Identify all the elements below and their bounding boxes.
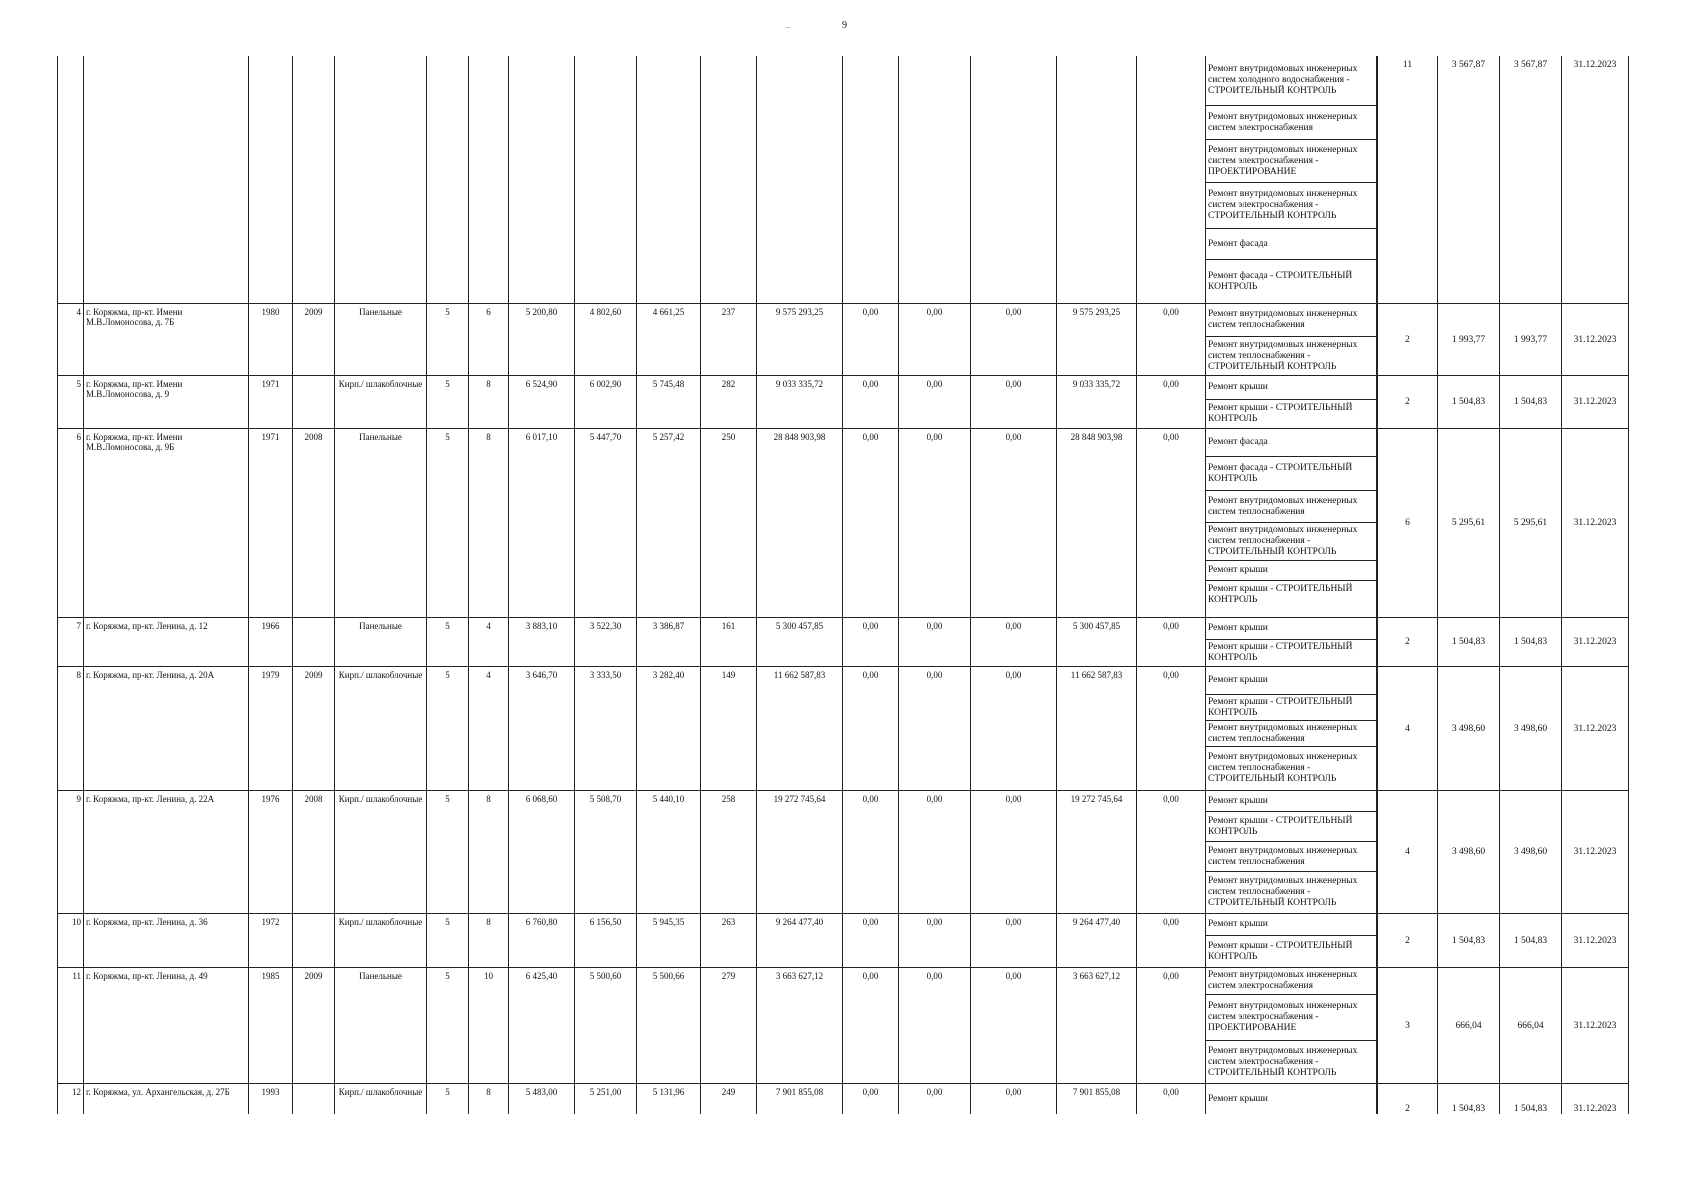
table-row bbox=[57, 56, 1629, 303]
cell-area-total2: 3 333,50 bbox=[574, 667, 636, 790]
cell-f3: 0,00 bbox=[970, 429, 1056, 617]
cell-date: 31.12.2023 bbox=[1561, 429, 1629, 617]
cell-sum1: 1 504,83 bbox=[1437, 618, 1499, 666]
work-item: Ремонт крыши bbox=[1206, 914, 1376, 936]
works-list bbox=[1205, 304, 1377, 375]
work-item: Ремонт внутридомовых инженерных систем теплоснабжения bbox=[1206, 721, 1376, 747]
cell-cost-owners bbox=[1056, 56, 1136, 303]
cell-sum2: 3 567,87 bbox=[1499, 56, 1561, 303]
cell-sum1: 1 504,83 bbox=[1437, 376, 1499, 428]
cell-address: г. Коряжма, пр-кт. Ленина, д. 49 bbox=[83, 968, 248, 1083]
cell-entrances: 10 bbox=[468, 968, 508, 1083]
work-item: Ремонт крыши bbox=[1206, 791, 1376, 812]
work-item: Ремонт внутридомовых инженерных систем электроснабжения - ПРОЕКТИРОВАНИЕ bbox=[1206, 995, 1376, 1041]
cell-f1: 0,00 bbox=[842, 304, 898, 375]
cell-no: 7 bbox=[57, 618, 83, 666]
cell-floors: 5 bbox=[426, 618, 468, 666]
cell-cost-owners: 3 663 627,12 bbox=[1056, 968, 1136, 1083]
works-list bbox=[1205, 56, 1377, 303]
cell-floors: 5 bbox=[426, 304, 468, 375]
cell-year-renov: 2009 bbox=[292, 667, 334, 790]
cell-cost-owners: 5 300 457,85 bbox=[1056, 618, 1136, 666]
cell-date: 31.12.2023 bbox=[1561, 376, 1629, 428]
cell-f3: 0,00 bbox=[970, 968, 1056, 1083]
cell-area-total: 6 760,80 bbox=[508, 914, 574, 967]
cell-count: 6 bbox=[1377, 429, 1437, 617]
cell-floors: 5 bbox=[426, 429, 468, 617]
cell-area-total: 5 200,80 bbox=[508, 304, 574, 375]
cell-date: 31.12.2023 bbox=[1561, 968, 1629, 1083]
cell-date: 31.12.2023 bbox=[1561, 618, 1629, 666]
cell-area-living: 5 500,66 bbox=[636, 968, 700, 1083]
work-item: Ремонт внутридомовых инженерных систем электроснабжения bbox=[1206, 968, 1376, 995]
work-item: Ремонт крыши - СТРОИТЕЛЬНЫЙ КОНТРОЛЬ bbox=[1208, 940, 1353, 962]
cell-area-total: 3 883,10 bbox=[508, 618, 574, 666]
work-item: Ремонт внутридомовых инженерных систем теплоснабжения - СТРОИТЕЛЬНЫЙ КОНТРОЛЬ bbox=[1208, 339, 1358, 372]
cell-floors: 5 bbox=[426, 968, 468, 1083]
cell-year-built: 1979 bbox=[248, 667, 292, 790]
cell-floors bbox=[426, 56, 468, 303]
cell-entrances bbox=[468, 56, 508, 303]
table-row bbox=[57, 967, 1629, 1083]
cell-f2: 0,00 bbox=[898, 914, 970, 967]
work-item: Ремонт фасада - СТРОИТЕЛЬНЫЙ КОНТРОЛЬ bbox=[1208, 270, 1353, 292]
cell-f1: 0,00 bbox=[842, 968, 898, 1083]
cell-floors: 5 bbox=[426, 376, 468, 428]
cell-area-living: 5 745,48 bbox=[636, 376, 700, 428]
cell-year-renov bbox=[292, 1084, 334, 1114]
cell-address: г. Коряжма, пр-кт. Имени М.В.Ломоносова, д. 7Б bbox=[83, 304, 248, 375]
works-list bbox=[1205, 429, 1377, 617]
cell-address: г. Коряжма, пр-кт. Ленина, д. 12 bbox=[83, 618, 248, 666]
cell-entrances: 4 bbox=[468, 667, 508, 790]
cell-count: 2 bbox=[1377, 304, 1437, 375]
cell-year-built bbox=[248, 56, 292, 303]
cell-f3: 0,00 bbox=[970, 618, 1056, 666]
cell-wall: Панельные bbox=[334, 618, 426, 666]
cell-address: г. Коряжма, ул. Архангельская, д. 27Б bbox=[83, 1084, 248, 1114]
cell-year-renov: 2008 bbox=[292, 429, 334, 617]
cell-f1 bbox=[842, 56, 898, 303]
cell-f1: 0,00 bbox=[842, 914, 898, 967]
work-item: Ремонт фасада bbox=[1206, 229, 1376, 260]
cell-f1: 0,00 bbox=[842, 429, 898, 617]
cell-count: 3 bbox=[1377, 968, 1437, 1083]
table-body bbox=[57, 56, 1629, 1114]
cell-wall: Панельные bbox=[334, 304, 426, 375]
cell-wall: Кирп./ шлакоблочные bbox=[334, 791, 426, 913]
cell-count: 2 bbox=[1377, 914, 1437, 967]
cell-area-total2: 3 522,30 bbox=[574, 618, 636, 666]
work-item: Ремонт крыши bbox=[1206, 667, 1376, 695]
cell-f4: 0,00 bbox=[1136, 618, 1205, 666]
cell-year-built: 1966 bbox=[248, 618, 292, 666]
cell-count: 4 bbox=[1377, 791, 1437, 913]
cell-cost-owners: 19 272 745,64 bbox=[1056, 791, 1136, 913]
cell-cost-total: 28 848 903,98 bbox=[756, 429, 842, 617]
cell-count: 11 bbox=[1377, 56, 1437, 303]
cell-date: 31.12.2023 bbox=[1561, 914, 1629, 967]
cell-cost-total: 3 663 627,12 bbox=[756, 968, 842, 1083]
works-list bbox=[1205, 618, 1377, 666]
work-item: Ремонт крыши bbox=[1206, 618, 1376, 640]
cell-f4: 0,00 bbox=[1136, 667, 1205, 790]
cell-f4: 0,00 bbox=[1136, 376, 1205, 428]
table-row bbox=[57, 913, 1629, 967]
cell-sum2: 1 504,83 bbox=[1499, 1084, 1561, 1114]
cell-residents: 263 bbox=[700, 914, 756, 967]
cell-residents: 249 bbox=[700, 1084, 756, 1114]
work-item: Ремонт крыши - СТРОИТЕЛЬНЫЙ КОНТРОЛЬ bbox=[1206, 812, 1376, 842]
cell-wall: Кирп./ шлакоблочные bbox=[334, 1084, 426, 1114]
cell-no bbox=[57, 56, 83, 303]
cell-count: 2 bbox=[1377, 376, 1437, 428]
cell-sum2: 666,04 bbox=[1499, 968, 1561, 1083]
work-item: Ремонт фасада - СТРОИТЕЛЬНЫЙ КОНТРОЛЬ bbox=[1206, 457, 1376, 491]
cell-floors: 5 bbox=[426, 791, 468, 913]
cell-f2: 0,00 bbox=[898, 667, 970, 790]
cell-floors: 5 bbox=[426, 1084, 468, 1114]
cell-area-total: 6 524,90 bbox=[508, 376, 574, 428]
cell-count: 2 bbox=[1377, 1084, 1437, 1114]
cell-no: 9 bbox=[57, 791, 83, 913]
cell-year-built: 1972 bbox=[248, 914, 292, 967]
cell-address: г. Коряжма, пр-кт. Ленина, д. 20А bbox=[83, 667, 248, 790]
cell-year-built: 1993 bbox=[248, 1084, 292, 1114]
works-list bbox=[1205, 1084, 1377, 1114]
cell-year-renov bbox=[292, 914, 334, 967]
cell-area-living: 5 440,10 bbox=[636, 791, 700, 913]
cell-address: г. Коряжма, пр-кт. Имени М.В.Ломоносова, д. 9Б bbox=[83, 429, 248, 617]
cell-sum1: 1 504,83 bbox=[1437, 1084, 1499, 1114]
work-item: Ремонт внутридомовых инженерных систем теплоснабжения bbox=[1206, 304, 1376, 337]
cell-residents: 149 bbox=[700, 667, 756, 790]
cell-area-total bbox=[508, 56, 574, 303]
cell-cost-owners: 9 575 293,25 bbox=[1056, 304, 1136, 375]
work-item: Ремонт крыши - СТРОИТЕЛЬНЫЙ КОНТРОЛЬ bbox=[1208, 584, 1353, 605]
cell-sum1: 1 504,83 bbox=[1437, 914, 1499, 967]
cell-f3: 0,00 bbox=[970, 791, 1056, 913]
table-row bbox=[57, 790, 1629, 913]
cell-count: 4 bbox=[1377, 667, 1437, 790]
cell-year-built: 1971 bbox=[248, 376, 292, 428]
cell-date: 31.12.2023 bbox=[1561, 1084, 1629, 1114]
cell-entrances: 4 bbox=[468, 618, 508, 666]
cell-cost-owners: 28 848 903,98 bbox=[1056, 429, 1136, 617]
cell-f4: 0,00 bbox=[1136, 429, 1205, 617]
cell-address: г. Коряжма, пр-кт. Ленина, д. 36 bbox=[83, 914, 248, 967]
cell-date: 31.12.2023 bbox=[1561, 56, 1629, 303]
cell-entrances: 8 bbox=[468, 1084, 508, 1114]
cell-area-living: 3 386,87 bbox=[636, 618, 700, 666]
cell-entrances: 8 bbox=[468, 791, 508, 913]
cell-f2: 0,00 bbox=[898, 304, 970, 375]
cell-f3: 0,00 bbox=[970, 914, 1056, 967]
cell-area-total: 6 068,60 bbox=[508, 791, 574, 913]
work-item: Ремонт крыши bbox=[1208, 1093, 1268, 1104]
cell-residents: 258 bbox=[700, 791, 756, 913]
cell-floors: 5 bbox=[426, 667, 468, 790]
cell-f4: 0,00 bbox=[1136, 791, 1205, 913]
work-item: Ремонт внутридомовых инженерных систем теплоснабжения - СТРОИТЕЛЬНЫЙ КОНТРОЛЬ bbox=[1208, 876, 1358, 908]
cell-floors: 5 bbox=[426, 914, 468, 967]
cell-cost-total: 9 033 335,72 bbox=[756, 376, 842, 428]
cell-area-total2: 5 508,70 bbox=[574, 791, 636, 913]
cell-entrances: 6 bbox=[468, 304, 508, 375]
cell-f2: 0,00 bbox=[898, 791, 970, 913]
cell-f1: 0,00 bbox=[842, 1084, 898, 1114]
work-item: Ремонт крыши - СТРОИТЕЛЬНЫЙ КОНТРОЛЬ bbox=[1208, 642, 1353, 663]
cell-area-total2: 5 500,60 bbox=[574, 968, 636, 1083]
cell-no: 6 bbox=[57, 429, 83, 617]
cell-sum1: 3 498,60 bbox=[1437, 791, 1499, 913]
work-item: Ремонт внутридомовых инженерных систем электроснабжения - ПРОЕКТИРОВАНИЕ bbox=[1206, 140, 1376, 183]
works-list bbox=[1205, 376, 1377, 428]
cell-f4: 0,00 bbox=[1136, 1084, 1205, 1114]
work-item: Ремонт крыши - СТРОИТЕЛЬНЫЙ КОНТРОЛЬ bbox=[1206, 695, 1376, 721]
work-item: Ремонт фасада bbox=[1206, 429, 1376, 457]
cell-sum2: 5 295,61 bbox=[1499, 429, 1561, 617]
table-row bbox=[57, 1083, 1629, 1114]
cell-sum1: 5 295,61 bbox=[1437, 429, 1499, 617]
cell-area-total2: 5 251,00 bbox=[574, 1084, 636, 1114]
cell-wall: Панельные bbox=[334, 429, 426, 617]
cell-cost-owners: 9 033 335,72 bbox=[1056, 376, 1136, 428]
cell-area-total: 6 425,40 bbox=[508, 968, 574, 1083]
cell-area-living: 5 257,42 bbox=[636, 429, 700, 617]
cell-sum1: 1 993,77 bbox=[1437, 304, 1499, 375]
cell-cost-total: 9 575 293,25 bbox=[756, 304, 842, 375]
cell-no: 11 bbox=[57, 968, 83, 1083]
cell-entrances: 8 bbox=[468, 914, 508, 967]
works-list bbox=[1205, 968, 1377, 1083]
cell-year-renov bbox=[292, 56, 334, 303]
cell-area-living bbox=[636, 56, 700, 303]
cell-residents: 161 bbox=[700, 618, 756, 666]
cell-area-living: 5 945,35 bbox=[636, 914, 700, 967]
cell-f2: 0,00 bbox=[898, 1084, 970, 1114]
cell-cost-total: 5 300 457,85 bbox=[756, 618, 842, 666]
cell-sum1: 3 567,87 bbox=[1437, 56, 1499, 303]
cell-address: г. Коряжма, пр-кт. Ленина, д. 22А bbox=[83, 791, 248, 913]
cell-residents: 282 bbox=[700, 376, 756, 428]
cell-area-total2: 4 802,60 bbox=[574, 304, 636, 375]
works-list bbox=[1205, 667, 1377, 790]
table-row bbox=[57, 617, 1629, 666]
cell-cost-owners: 9 264 477,40 bbox=[1056, 914, 1136, 967]
cell-f3: 0,00 bbox=[970, 376, 1056, 428]
work-item: Ремонт внутридомовых инженерных систем электроснабжения bbox=[1206, 106, 1376, 140]
work-item: Ремонт крыши bbox=[1206, 376, 1376, 400]
cell-f2 bbox=[898, 56, 970, 303]
cell-area-total: 6 017,10 bbox=[508, 429, 574, 617]
cell-sum2: 1 993,77 bbox=[1499, 304, 1561, 375]
work-item: Ремонт внутридомовых инженерных систем электроснабжения - СТРОИТЕЛЬНЫЙ КОНТРОЛЬ bbox=[1206, 183, 1376, 229]
cell-wall: Панельные bbox=[334, 968, 426, 1083]
cell-year-built: 1980 bbox=[248, 304, 292, 375]
cell-area-living: 3 282,40 bbox=[636, 667, 700, 790]
cell-area-total2: 5 447,70 bbox=[574, 429, 636, 617]
cell-year-renov: 2008 bbox=[292, 791, 334, 913]
cell-year-renov bbox=[292, 376, 334, 428]
cell-sum2: 1 504,83 bbox=[1499, 914, 1561, 967]
work-item: Ремонт крыши bbox=[1206, 561, 1376, 581]
cell-address bbox=[83, 56, 248, 303]
cell-sum1: 666,04 bbox=[1437, 968, 1499, 1083]
cell-f3: 0,00 bbox=[970, 667, 1056, 790]
cell-area-total2: 6 156,50 bbox=[574, 914, 636, 967]
cell-f1: 0,00 bbox=[842, 791, 898, 913]
cell-no: 8 bbox=[57, 667, 83, 790]
table-row bbox=[57, 428, 1629, 617]
work-item: Ремонт внутридомовых инженерных систем теплоснабжения bbox=[1206, 491, 1376, 523]
cell-entrances: 8 bbox=[468, 376, 508, 428]
cell-f1: 0,00 bbox=[842, 618, 898, 666]
works-list bbox=[1205, 791, 1377, 913]
cell-residents: 237 bbox=[700, 304, 756, 375]
cell-cost-owners: 7 901 855,08 bbox=[1056, 1084, 1136, 1114]
cell-year-renov: 2009 bbox=[292, 304, 334, 375]
cell-sum1: 3 498,60 bbox=[1437, 667, 1499, 790]
cell-f2: 0,00 bbox=[898, 618, 970, 666]
cell-wall: Кирп./ шлакоблочные bbox=[334, 667, 426, 790]
cell-cost-total: 11 662 587,83 bbox=[756, 667, 842, 790]
cell-residents: 279 bbox=[700, 968, 756, 1083]
cell-f3: 0,00 bbox=[970, 1084, 1056, 1114]
work-item: Ремонт внутридомовых инженерных систем теплоснабжения - СТРОИТЕЛЬНЫЙ КОНТРОЛЬ bbox=[1208, 752, 1358, 784]
repair-program-table bbox=[57, 56, 1629, 1114]
cell-area-total2 bbox=[574, 56, 636, 303]
cell-date: 31.12.2023 bbox=[1561, 791, 1629, 913]
cell-cost-total bbox=[756, 56, 842, 303]
cell-f1: 0,00 bbox=[842, 376, 898, 428]
cell-residents bbox=[700, 56, 756, 303]
cell-wall: Кирп./ шлакоблочные bbox=[334, 914, 426, 967]
page-number: 9 bbox=[842, 20, 847, 31]
cell-area-total: 5 483,00 bbox=[508, 1084, 574, 1114]
cell-entrances: 8 bbox=[468, 429, 508, 617]
page-dash: – bbox=[786, 22, 791, 32]
cell-year-renov bbox=[292, 618, 334, 666]
work-item: Ремонт внутридомовых инженерных систем электроснабжения - СТРОИТЕЛЬНЫЙ КОНТРОЛЬ bbox=[1208, 1045, 1358, 1078]
table-row bbox=[57, 666, 1629, 790]
cell-year-built: 1971 bbox=[248, 429, 292, 617]
cell-cost-owners: 11 662 587,83 bbox=[1056, 667, 1136, 790]
cell-date: 31.12.2023 bbox=[1561, 667, 1629, 790]
cell-f2: 0,00 bbox=[898, 376, 970, 428]
cell-year-built: 1976 bbox=[248, 791, 292, 913]
cell-area-living: 5 131,96 bbox=[636, 1084, 700, 1114]
cell-sum2: 3 498,60 bbox=[1499, 791, 1561, 913]
cell-date: 31.12.2023 bbox=[1561, 304, 1629, 375]
work-item: Ремонт внутридомовых инженерных систем холодного водоснабжения - СТРОИТЕЛЬНЫЙ КОНТРОЛЬ bbox=[1206, 56, 1376, 106]
cell-f4 bbox=[1136, 56, 1205, 303]
cell-f4: 0,00 bbox=[1136, 304, 1205, 375]
cell-cost-total: 7 901 855,08 bbox=[756, 1084, 842, 1114]
cell-area-living: 4 661,25 bbox=[636, 304, 700, 375]
cell-f3 bbox=[970, 56, 1056, 303]
cell-no: 12 bbox=[57, 1084, 83, 1114]
cell-sum2: 1 504,83 bbox=[1499, 376, 1561, 428]
work-item: Ремонт внутридомовых инженерных систем теплоснабжения bbox=[1206, 842, 1376, 872]
cell-wall bbox=[334, 56, 426, 303]
cell-wall: Кирп./ шлакоблочные bbox=[334, 376, 426, 428]
cell-f4: 0,00 bbox=[1136, 968, 1205, 1083]
cell-address: г. Коряжма, пр-кт. Имени М.В.Ломоносова, д. 9 bbox=[83, 376, 248, 428]
cell-cost-total: 9 264 477,40 bbox=[756, 914, 842, 967]
cell-count: 2 bbox=[1377, 618, 1437, 666]
cell-no: 4 bbox=[57, 304, 83, 375]
works-list bbox=[1205, 914, 1377, 967]
cell-f4: 0,00 bbox=[1136, 914, 1205, 967]
cell-f3: 0,00 bbox=[970, 304, 1056, 375]
cell-area-total2: 6 002,90 bbox=[574, 376, 636, 428]
cell-no: 5 bbox=[57, 376, 83, 428]
table-row bbox=[57, 375, 1629, 428]
cell-no: 10 bbox=[57, 914, 83, 967]
cell-f2: 0,00 bbox=[898, 968, 970, 1083]
cell-f2: 0,00 bbox=[898, 429, 970, 617]
work-item: Ремонт крыши - СТРОИТЕЛЬНЫЙ КОНТРОЛЬ bbox=[1208, 403, 1353, 424]
cell-cost-total: 19 272 745,64 bbox=[756, 791, 842, 913]
table-row bbox=[57, 303, 1629, 375]
cell-sum2: 3 498,60 bbox=[1499, 667, 1561, 790]
cell-f1: 0,00 bbox=[842, 667, 898, 790]
cell-year-built: 1985 bbox=[248, 968, 292, 1083]
work-item: Ремонт внутридомовых инженерных систем теплоснабжения - СТРОИТЕЛЬНЫЙ КОНТРОЛЬ bbox=[1206, 523, 1376, 561]
cell-residents: 250 bbox=[700, 429, 756, 617]
cell-sum2: 1 504,83 bbox=[1499, 618, 1561, 666]
cell-year-renov: 2009 bbox=[292, 968, 334, 1083]
cell-area-total: 3 646,70 bbox=[508, 667, 574, 790]
